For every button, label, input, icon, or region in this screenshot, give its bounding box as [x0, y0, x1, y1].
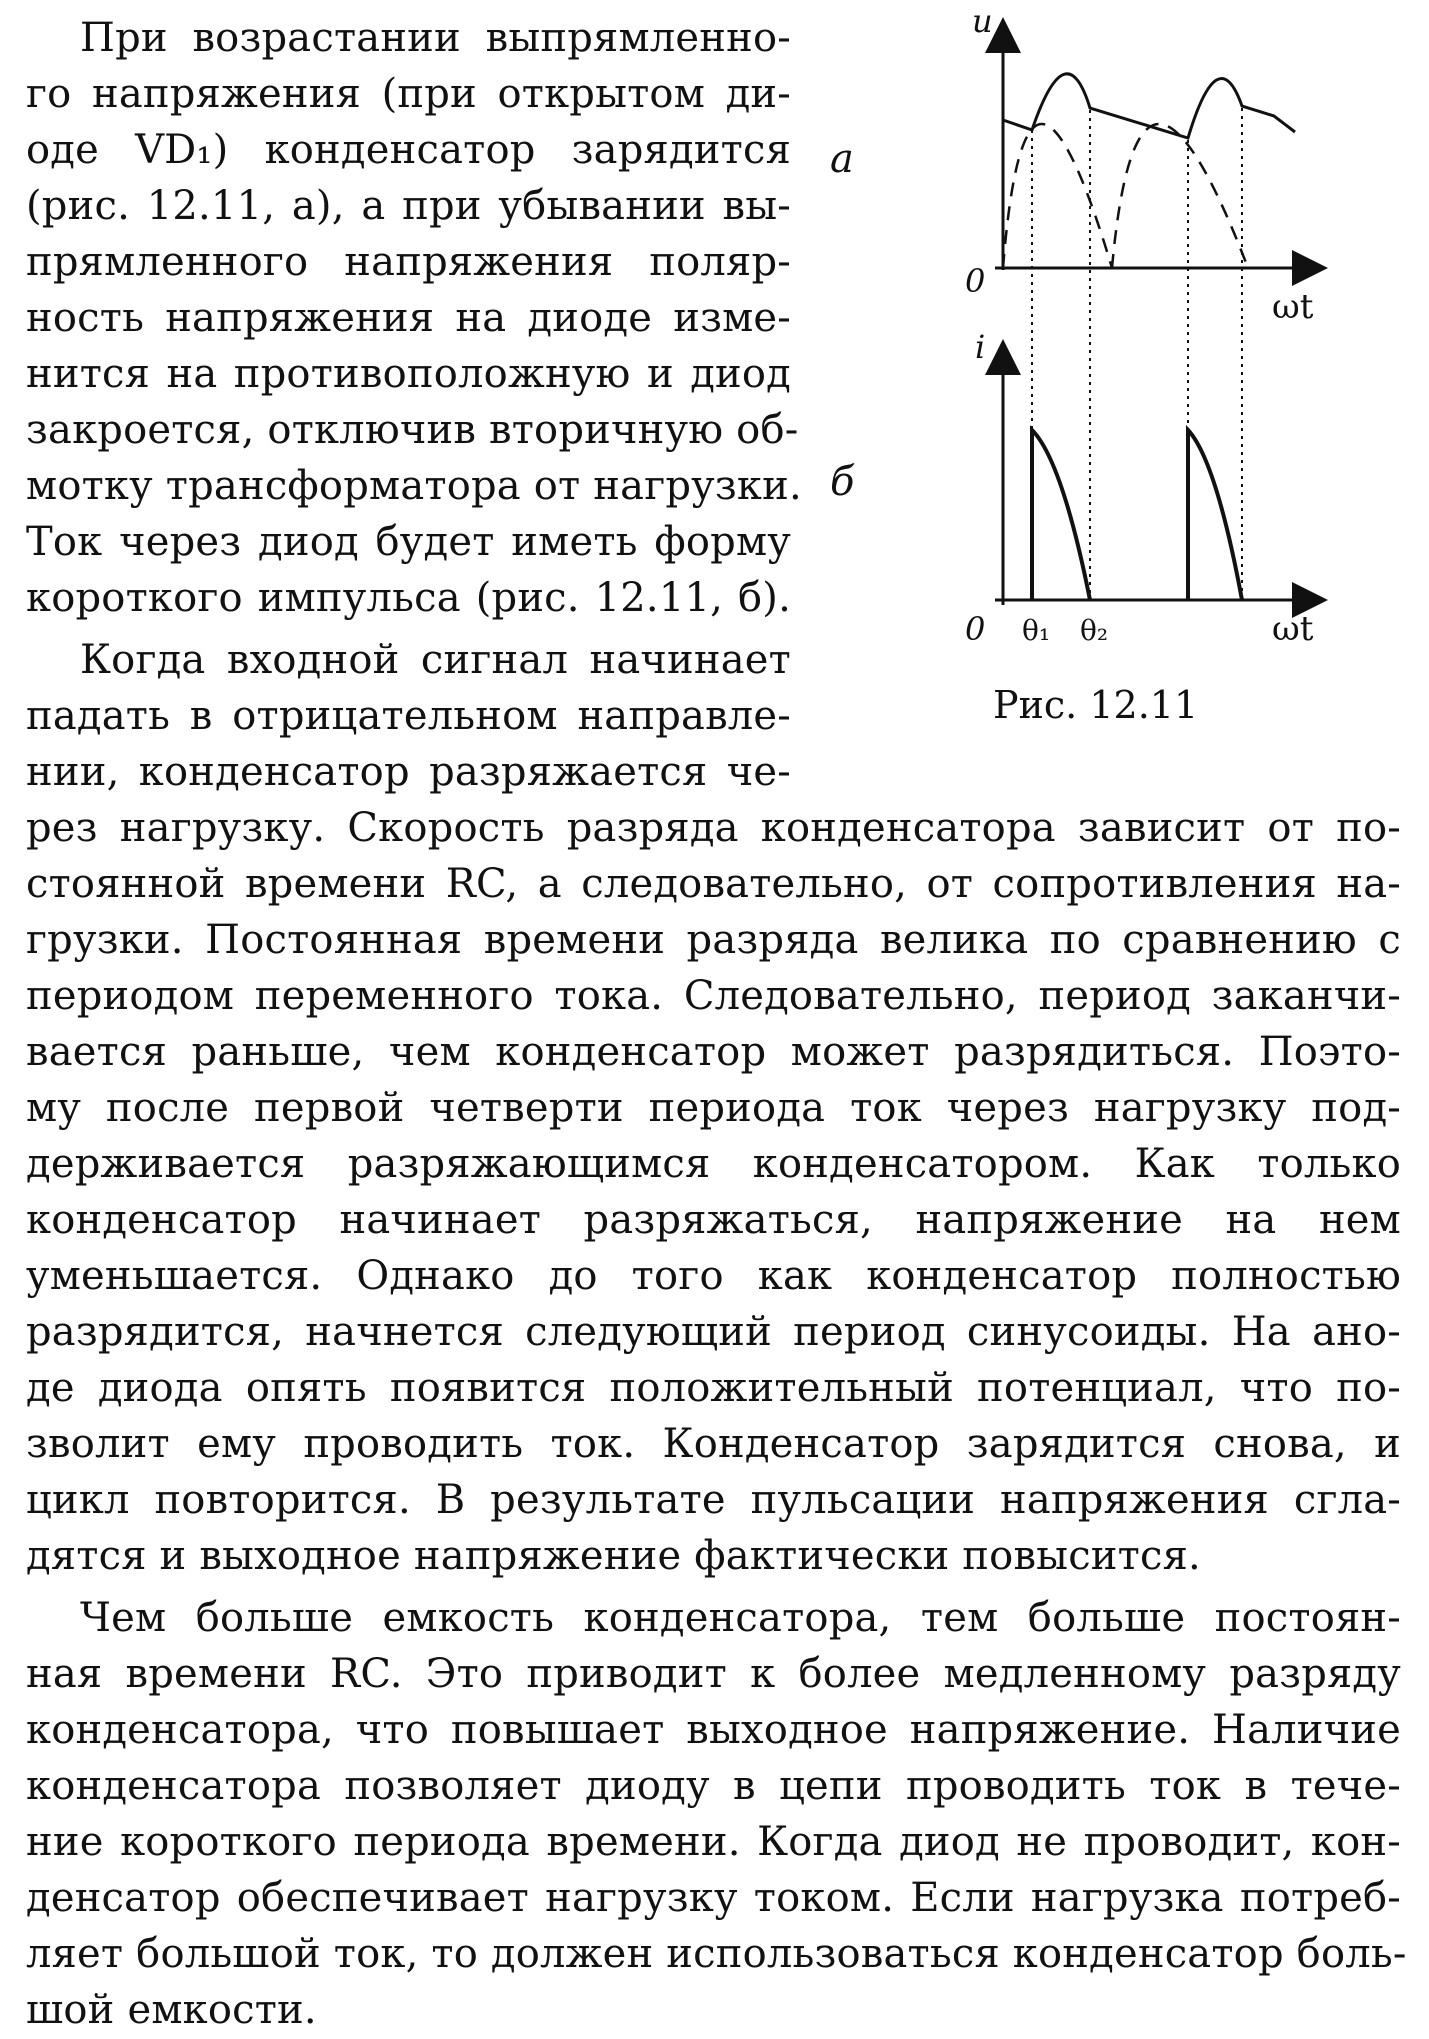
text-line: стоянной времени RC, а следовательно, от сопротивления на- — [26, 861, 1401, 907]
panel-b-label: б — [830, 459, 855, 505]
projection-lines — [1032, 108, 1242, 600]
text-line: прямленного напряжения поляр- — [26, 239, 791, 285]
waveform-diagram — [830, 0, 1370, 740]
panel-b-axes — [995, 357, 1310, 605]
text-line: Чем больше емкость конденсатора, тем больше постоян- — [80, 1595, 1401, 1641]
panel-a-x-axis-label: ωt — [1272, 287, 1314, 327]
text-line: мотку трансформатора от нагрузки. — [26, 463, 802, 509]
panel-b-y-axis-label: i — [975, 328, 986, 366]
text-line: вается раньше, чем конденсатор может разрядиться. Поэто- — [26, 1029, 1401, 1075]
panel-a-rectified-sine — [1003, 124, 1248, 268]
panel-a-y-axis-label: u — [972, 2, 993, 40]
panel-b-origin-label: 0 — [965, 610, 986, 648]
text-line: рез нагрузку. Скорость разряда конденсатора зависит от по- — [26, 805, 1401, 851]
text-line: го напряжения (при открытом ди- — [26, 71, 791, 117]
text-line: При возрастании выпрямленно- — [80, 15, 791, 61]
text-line: конденсатор начинает разряжаться, напряжение на нем — [26, 1197, 1401, 1243]
text-line: ность напряжения на диоде изме- — [26, 295, 791, 341]
text-line: денсатор обеспечивает нагрузку током. Если нагрузка потреб- — [26, 1875, 1401, 1921]
text-line: дятся и выходное напряжение фактически повысится. — [26, 1533, 1201, 1579]
text-line: нится на противоположную и диод — [26, 351, 791, 397]
text-line: грузки. Постоянная времени разряда велика по сравнению с — [26, 917, 1401, 963]
text-line: конденсатора, что повышает выходное напряжение. Наличие — [26, 1707, 1401, 1753]
text-line: ние короткого периода времени. Когда диод не проводит, кон- — [26, 1819, 1401, 1865]
text-line: падать в отрицательном направле- — [26, 693, 791, 739]
text-line: ляет большой ток, то должен использоваться конденсатор боль- — [26, 1931, 1407, 1977]
text-line: зволит ему проводить ток. Конденсатор зарядится снова, и — [26, 1421, 1401, 1467]
text-line: Ток через диод будет иметь форму — [26, 519, 791, 565]
text-line: оде VD₁) конденсатор зарядится — [26, 127, 791, 173]
text-line: (рис. 12.11, а), а при убывании вы- — [26, 183, 791, 229]
panel-b-x-axis-label: ωt — [1272, 609, 1314, 649]
text-line: Когда входной сигнал начинает — [80, 637, 791, 683]
theta2-label: θ₂ — [1080, 614, 1109, 647]
text-line: разрядится, начнется следующий период синусоиды. На ано- — [26, 1309, 1401, 1355]
text-line: уменьшается. Однако до того как конденсатор полностью — [26, 1253, 1401, 1299]
text-line: периодом переменного тока. Следовательно, период заканчи- — [26, 973, 1401, 1019]
panel-a-label: а — [830, 136, 854, 182]
text-line: закроется, отключив вторичную об- — [26, 407, 799, 453]
panel-a-origin-label: 0 — [965, 262, 986, 300]
text-line: ная времени RC. Это приводит к более медленному разряду — [26, 1651, 1401, 1697]
figure-12-11 — [830, 0, 1370, 740]
figure-caption: Рис. 12.11 — [993, 683, 1199, 727]
text-line: шой емкости. — [26, 1987, 317, 2033]
text-line: му после первой четверти периода ток через нагрузку под- — [26, 1085, 1401, 1131]
text-line: цикл повторится. В результате пульсации напряжения сгла- — [26, 1477, 1401, 1523]
theta1-label: θ₁ — [1022, 614, 1051, 647]
text-line: де диода опять появится положительный потенциал, что по- — [26, 1365, 1401, 1411]
text-line: нии, конденсатор разряжается че- — [26, 749, 791, 795]
text-line: конденсатора позволяет диоду в цепи проводить ток в тече- — [26, 1763, 1401, 1809]
text-line: короткого импульса (рис. 12.11, б). — [26, 575, 791, 621]
text-line: держивается разряжающимся конденсатором. Как только — [26, 1141, 1401, 1187]
panel-a-axes — [995, 35, 1310, 270]
panel-b-current-pulses — [1032, 430, 1242, 600]
